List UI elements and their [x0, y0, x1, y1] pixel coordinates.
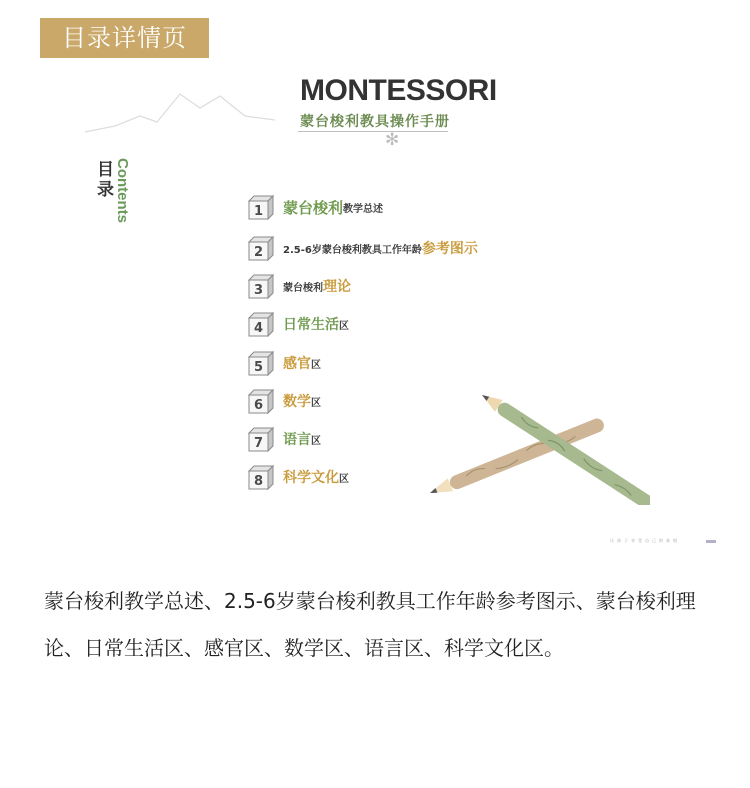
asterisk-icon: ✻: [385, 130, 400, 150]
cube-number: 6: [253, 398, 264, 413]
number-cube-icon: [247, 350, 275, 376]
number-cube-icon: [247, 388, 275, 414]
number-cube-icon: [247, 194, 275, 220]
toc-item: [247, 311, 349, 337]
brand-subtitle: 蒙台梭利教具操作手册: [300, 114, 450, 130]
section-badge: 目录详情页: [40, 18, 209, 58]
toc-item-label: 数学: [283, 394, 311, 410]
cube-number: 2: [253, 245, 264, 260]
toc-title: 目录: [93, 160, 113, 200]
toc-item-label: 区: [311, 359, 321, 371]
toc-item-label: 日常生活: [283, 317, 339, 333]
cube-number: 8: [253, 474, 264, 489]
toc-item: [247, 235, 478, 261]
toc-item-label: 感官: [283, 356, 311, 372]
toc-item-label: 区: [339, 320, 349, 332]
toc-item: [247, 350, 321, 376]
toc-item-label: 蒙台梭利: [283, 198, 344, 217]
number-cube-icon: [247, 235, 275, 261]
toc-item-label: 2.5-6岁蒙台梭利教具工作年龄: [283, 244, 422, 256]
toc-item-label: 蒙台梭利: [283, 282, 323, 294]
cube-number: 3: [253, 283, 264, 298]
number-cube-icon: [247, 273, 275, 299]
contents-label: Contents: [114, 158, 131, 223]
toc-item-label: 科学文化: [283, 470, 339, 486]
toc-item-label: 语言: [283, 432, 311, 448]
brand-title: MONTESSORI: [300, 74, 497, 107]
cube-number: 4: [253, 321, 264, 336]
mountain-line-decoration: [85, 86, 275, 136]
toc-item: [247, 388, 321, 414]
number-cube-icon: [247, 464, 275, 490]
cube-number: 1: [253, 204, 264, 219]
toc-item-label: 教学总述: [343, 203, 384, 215]
toc-item: [247, 426, 321, 452]
number-cube-icon: [247, 311, 275, 337]
toc-item-label: 区: [311, 397, 321, 409]
toc-item-label: 区: [311, 435, 321, 447]
toc-item: [247, 194, 383, 220]
description-text: 蒙台梭利教学总述、2.5-6岁蒙台梭利教具工作年龄参考图示、蒙台梭利理论、日常生活区、感官区、数学区、语言区、科学文化区。: [44, 589, 696, 660]
crossed-pencils-illustration: [420, 385, 650, 505]
toc-item-label: 区: [339, 473, 349, 485]
number-cube-icon: [247, 426, 275, 452]
toc-item: [247, 273, 351, 299]
toc-item-label: 参考图示: [421, 241, 478, 257]
toc-item-label: 理论: [323, 279, 351, 295]
cube-number: 7: [253, 436, 264, 451]
footer-caption: 让孩子享受自己的真相: [610, 538, 680, 543]
title-divider: [298, 131, 448, 132]
cube-number: 5: [253, 360, 264, 375]
toc-item: [247, 464, 349, 490]
footer-dash: [706, 540, 716, 543]
